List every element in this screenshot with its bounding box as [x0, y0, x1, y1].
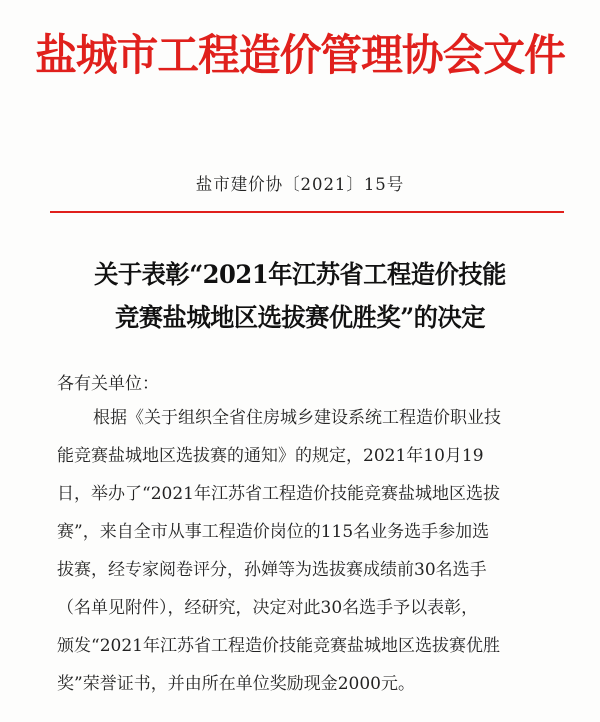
body-line: 拔赛，经专家阅卷评分，孙婵等为选拔赛成绩前30名选手 [57, 560, 487, 580]
header-divider [50, 211, 564, 213]
document-title-line-1: 关于表彰“2021年江苏省工程造价技能 [94, 260, 506, 289]
salutation: 各有关单位： [57, 374, 159, 394]
body-line: 日，举办了“2021年江苏省工程造价技能竞赛盐城地区选拔 [57, 484, 500, 504]
body-line: 能竞赛盐城地区选拔赛的通知》的规定，2021年10月19 [57, 446, 484, 466]
body-line: （名单见附件），经研究，决定对此30名选手予以表彰， [57, 598, 479, 618]
body-line: 赛”，来自全市从事工程造价岗位的115名业务选手参加选 [57, 522, 490, 542]
body-line: 奖”荣誉证书，并由所在单位奖励现金2000元。 [57, 674, 415, 694]
body-line: 颁发“2021年江苏省工程造价技能竞赛盐城地区选拔赛优胜 [57, 636, 500, 656]
document-number: 盐市建价协〔2021〕15号 [195, 175, 405, 195]
document-title-line-2: 竞赛盐城地区选拔赛优胜奖”的决定 [115, 303, 485, 332]
body-line: 根据《关于组织全省住房城乡建设系统工程造价职业技 [93, 408, 501, 428]
document-header-title: 盐城市工程造价管理协会文件 [35, 31, 565, 81]
